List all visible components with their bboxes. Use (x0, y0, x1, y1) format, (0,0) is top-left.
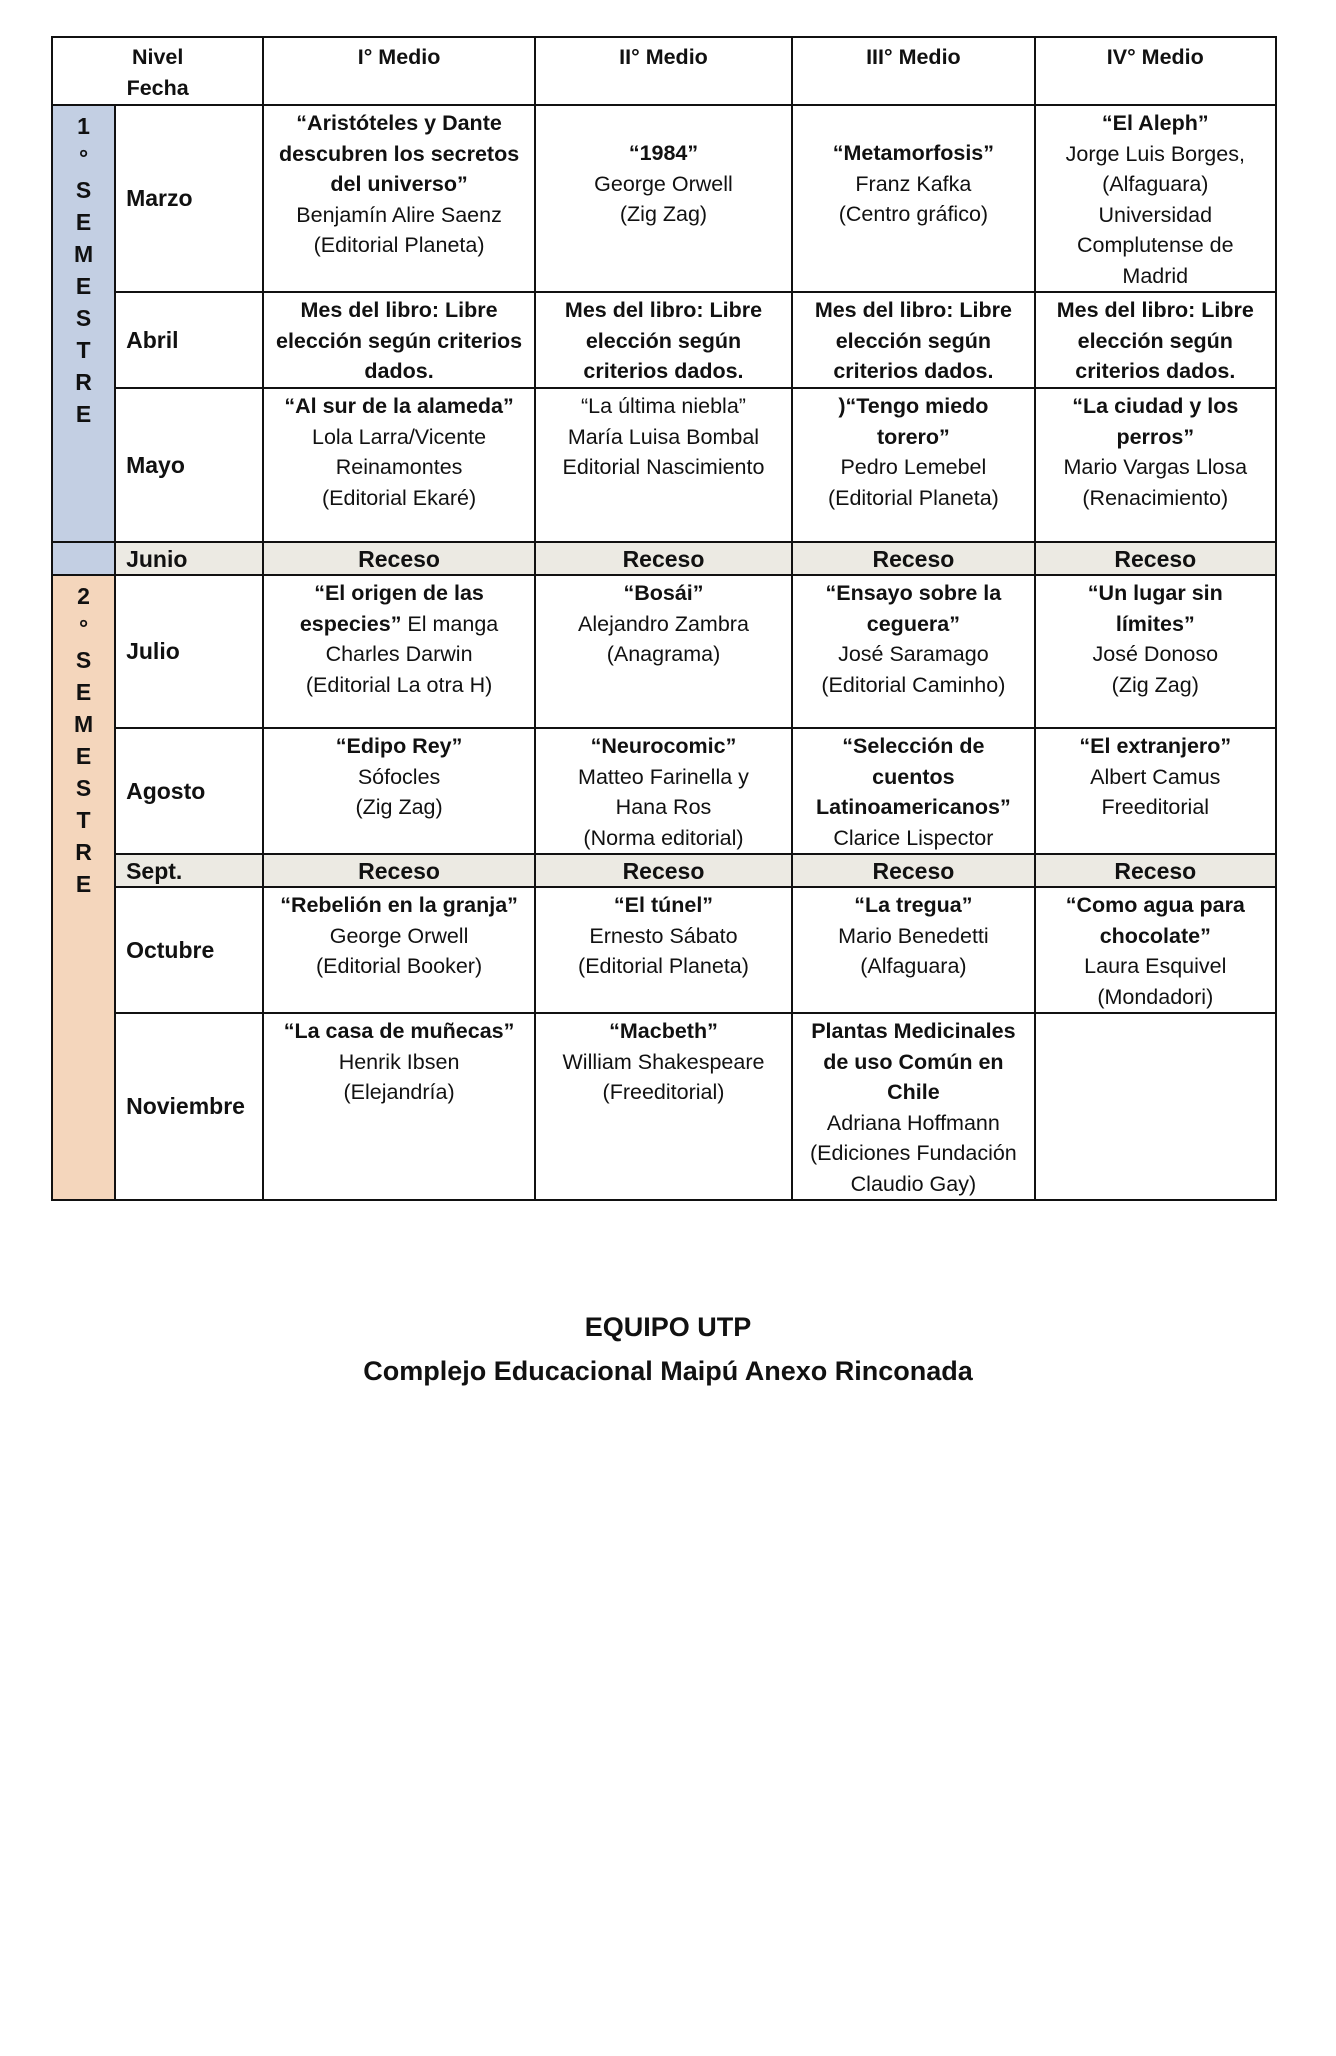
recess-cell: Receso (535, 542, 792, 575)
recess-cell: Receso (535, 854, 792, 887)
row-junio (52, 542, 1276, 575)
month-mayo: Mayo (115, 388, 263, 542)
row-marzo (52, 105, 1276, 292)
book-cell: “Rebelión en la granja” George Orwell (Editorial Booker) (263, 887, 534, 1013)
book-cell: Mes del libro: Libre elección según criterios dados. (535, 292, 792, 388)
row-abril (52, 292, 1276, 388)
header-col-2: II° Medio (535, 37, 792, 105)
book-cell: “Edipo Rey” Sófocles (Zig Zag) (263, 728, 534, 854)
header-col-3: III° Medio (792, 37, 1034, 105)
book-cell: “Metamorfosis” Franz Kafka (Centro gráfico) (792, 105, 1034, 292)
recess-cell: Receso (263, 542, 534, 575)
book-cell: “Ensayo sobre la ceguera” José Saramago (Editorial Caminho) (792, 575, 1034, 728)
book-cell: “La casa de muñecas” Henrik Ibsen (Elejandría) (263, 1013, 534, 1200)
semester-2-label: 2 ° S E M E S T R E (52, 575, 115, 1200)
semester-1-label: 1 ° S E M E S T R E (52, 105, 115, 542)
footer-school: Complejo Educacional Maipú Anexo Rinconada (363, 1356, 973, 1386)
header-row (52, 37, 1276, 105)
book-cell: “La última niebla” María Luisa Bombal Editorial Nascimiento (535, 388, 792, 542)
book-cell: )“Tengo miedo torero” Pedro Lemebel (Editorial Planeta) (792, 388, 1034, 542)
book-cell: “El Aleph” Jorge Luis Borges, (Alfaguara) Universidad Complutense de Madrid (1035, 105, 1276, 292)
recess-cell: Receso (792, 854, 1034, 887)
header-col-4: IV° Medio (1035, 37, 1276, 105)
book-cell: “La ciudad y los perros” Mario Vargas Llosa (Renacimiento) (1035, 388, 1276, 542)
book-cell: “Macbeth” William Shakespeare (Freeditorial) (535, 1013, 792, 1200)
book-cell: “El origen de las especies” El manga Charles Darwin (Editorial La otra H) (263, 575, 534, 728)
month-sept: Sept. (115, 854, 263, 887)
row-mayo (52, 388, 1276, 542)
book-cell: “El túnel” Ernesto Sábato (Editorial Planeta) (535, 887, 792, 1013)
recess-cell: Receso (1035, 542, 1276, 575)
row-octubre (52, 887, 1276, 1013)
header-nivel: Nivel (131, 45, 184, 69)
header-col-1: I° Medio (263, 37, 534, 105)
book-cell: “Aristóteles y Dante descubren los secretos del universo” Benjamín Alire Saenz (Editorial Planeta) (263, 105, 534, 292)
book-cell: “La tregua” Mario Benedetti (Alfaguara) (792, 887, 1034, 1013)
month-octubre: Octubre (115, 887, 263, 1013)
book-cell: Mes del libro: Libre elección según criterios dados. (263, 292, 534, 388)
book-cell: “Selección de cuentos Latinoamericanos” Clarice Lispector (792, 728, 1034, 854)
recess-cell: Receso (1035, 854, 1276, 887)
book-cell: “Al sur de la alameda” Lola Larra/Vicente Reinamontes (Editorial Ekaré) (263, 388, 534, 542)
empty-cell (1035, 1013, 1276, 1200)
recess-cell: Receso (263, 854, 534, 887)
month-julio: Julio (115, 575, 263, 728)
semester-1-tail (52, 542, 115, 575)
book-cell: “Neurocomic” Matteo Farinella y Hana Ros (Norma editorial) (535, 728, 792, 854)
row-agosto (52, 728, 1276, 854)
book-cell: “1984” George Orwell (Zig Zag) (535, 105, 792, 292)
month-abril: Abril (115, 292, 263, 388)
book-cell: Mes del libro: Libre elección según criterios dados. (792, 292, 1034, 388)
row-noviembre (52, 1013, 1276, 1200)
month-noviembre: Noviembre (115, 1013, 263, 1200)
month-marzo: Marzo (115, 105, 263, 292)
month-agosto: Agosto (115, 728, 263, 854)
book-cell: Mes del libro: Libre elección según criterios dados. (1035, 292, 1276, 388)
book-cell: “El extranjero” Albert Camus Freeditorial (1035, 728, 1276, 854)
book-cell: Plantas Medicinales de uso Común en Chile Adriana Hoffmann (Ediciones Fundación Claudio Gay) (792, 1013, 1034, 1200)
reading-plan-table (51, 36, 1277, 1201)
header-nivel-fecha (52, 37, 263, 105)
recess-cell: Receso (792, 542, 1034, 575)
book-cell: “Como agua para chocolate” Laura Esquivel (Mondadori) (1035, 887, 1276, 1013)
row-julio (52, 575, 1276, 728)
header-fecha: Fecha (126, 75, 189, 100)
book-cell: “Bosái” Alejandro Zambra (Anagrama) (535, 575, 792, 728)
footer-team: EQUIPO UTP (584, 1312, 752, 1342)
book-cell: “Un lugar sin límites” José Donoso (Zig Zag) (1035, 575, 1276, 728)
row-sept (52, 854, 1276, 887)
month-junio: Junio (115, 542, 263, 575)
